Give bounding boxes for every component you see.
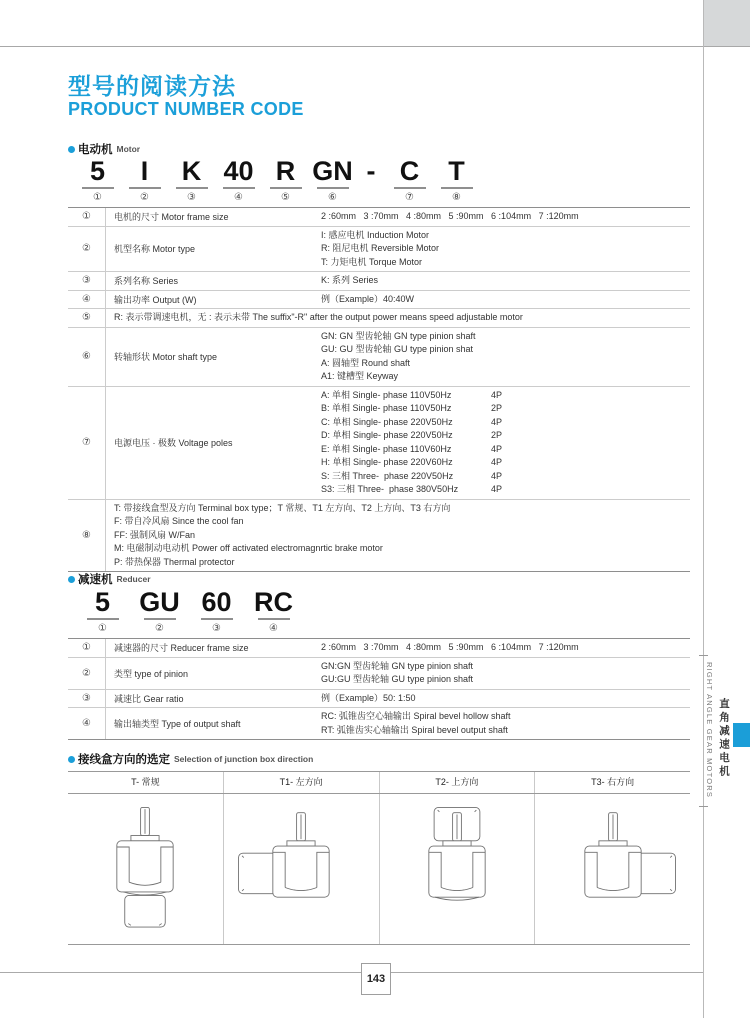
table-row: ⑥ 转轴形状 Motor shaft type GN: GN 型齿轮轴 GN type pinion shaft GU: GU 型齿轮轴 GU type pinion shat A: 圆轴型 Round shaft A1: 键槽型 Keyway xyxy=(68,328,690,387)
bullet-icon xyxy=(68,756,75,763)
junction-heading-zh: 接线盒方向的选定 xyxy=(78,754,170,766)
page-number: 143 xyxy=(361,963,391,995)
junction-direction-table xyxy=(68,771,690,945)
motor-section-heading xyxy=(68,141,140,157)
table-row: ② 机型名称 Motor type I: 感应电机 Induction Motor R: 阻尼电机 Reversible Motor T: 力矩电机 Torque Motor xyxy=(68,227,690,273)
bullet-icon xyxy=(68,576,75,583)
pole-value: 4P xyxy=(491,416,503,427)
page-title-en: PRODUCT NUMBER CODE xyxy=(68,99,304,119)
page-title-zh: 型号的阅读方法 xyxy=(68,73,236,99)
code-underline xyxy=(129,187,161,189)
pole-value: 2P xyxy=(491,403,503,413)
column-header: T2- 上方向 xyxy=(380,772,536,793)
right-page-border xyxy=(703,0,704,1018)
code-underline xyxy=(317,187,349,189)
table-row: ⑦ 电源电压 · 极数 Voltage poles A: 单相 Single- phase 110V50Hz 4P B: 单相 Single- phase 110V50Hz 2P C: 单相 Single- phase 220V50Hz 4P D: 单相 Single- phase 220V50Hz 2P E: 单相 Single- phase 110V60Hz 4P H: 单相 Single- phase 220V60Hz 4P S: 三相 Three- phase 220V50Hz 4P S3: 三相 Three- phase 380V50Hz 4P xyxy=(68,387,690,500)
code-underline xyxy=(270,187,302,189)
table-row: ⑧ T: 带接线盒型及方向 Terminal box type；T 常规、T1 左方向、T2 上方向、T3 右方向 F: 带自冷风扇 Since the cool fan FF: 强制风扇 W/Fan M: 电磁制动电动机 Power off activated electromagnrtic brake motor P: 带热保器 Thermal protector xyxy=(68,500,690,572)
code-slot: GU ② xyxy=(139,587,180,634)
motor-heading-en: Motor xyxy=(116,144,141,154)
code-underline xyxy=(223,187,255,189)
pole-value: 2P xyxy=(491,430,503,440)
pole-value: 4P xyxy=(491,389,503,400)
pole-value: 4P xyxy=(491,457,503,467)
reducer-heading-zh: 减速机 xyxy=(78,574,113,586)
table-row: ① 电机的尺寸 Motor frame size 2 :60mm 3 :70mm 4 :80mm 5 :90mm 6 :104mm 7 :120mm xyxy=(68,208,690,227)
code-slot: C ⑦ xyxy=(386,156,433,203)
code-slot: R ⑤ xyxy=(262,156,309,203)
motor-diagram-box-left xyxy=(224,794,380,944)
code-slot: 5 ① xyxy=(74,587,131,634)
code-underline xyxy=(258,618,290,620)
table-row: ② 类型 type of pinion GN:GN 型齿轮轴 GN type pinion shaft GU:GU 型齿轮轴 GU type pinion shaft xyxy=(68,658,690,690)
motor-model-code xyxy=(68,156,480,203)
code-slot-dash: - xyxy=(366,156,376,186)
code-slot: RC ④ xyxy=(254,587,293,634)
code-slot: 40 ④ xyxy=(223,156,254,203)
code-slot: T ⑧ xyxy=(433,156,480,203)
code-slot: 60 ③ xyxy=(201,587,232,634)
column-header: T1- 左方向 xyxy=(224,772,380,793)
code-underline xyxy=(441,187,473,189)
top-rule xyxy=(0,46,750,47)
bullet-icon xyxy=(68,146,75,153)
code-underline xyxy=(82,187,114,189)
motor-diagram-box-bottom xyxy=(68,794,224,944)
junction-section-heading xyxy=(68,751,313,767)
junction-table-header xyxy=(68,771,690,794)
sidebar-category-en: RIGHT ANGLE GEAR MOTORS xyxy=(705,662,714,799)
table-row: ③ 系列名称 Series K: 系列 Series xyxy=(68,272,690,291)
pole-value: 4P xyxy=(491,484,503,494)
code-underline xyxy=(394,187,426,189)
table-row: ① 减速器的尺寸 Reducer frame size 2 :60mm 3 :70mm 4 :80mm 5 :90mm 6 :104mm 7 :120mm xyxy=(68,639,690,658)
motor-heading-zh: 电动机 xyxy=(78,144,113,156)
table-row: ④ 输出轴类型 Type of output shaft RC: 弧锥齿空心轴输出 Spiral bevel hollow shaft RT: 弧锥齿实心轴输出 Spiral bevel output shaft xyxy=(68,708,690,739)
sidebar-index-tab xyxy=(733,723,750,747)
reducer-spec-table xyxy=(68,638,690,740)
footer-rule xyxy=(0,972,703,973)
corner-tab xyxy=(704,0,750,46)
motor-spec-table xyxy=(68,207,690,572)
table-row: ④ 输出功率 Output (W) 例（Example）40:40W xyxy=(68,291,690,310)
pole-value: 4P xyxy=(491,470,503,481)
code-underline xyxy=(176,187,208,189)
pole-value: 4P xyxy=(491,443,503,454)
reducer-section-heading xyxy=(68,571,151,587)
column-header: T3- 右方向 xyxy=(591,777,635,787)
motor-diagram-box-right xyxy=(535,794,690,944)
reducer-model-code xyxy=(68,587,302,634)
sidebar-category-zh: 直角减速电机 xyxy=(718,698,730,779)
table-row: ③ 减速比 Gear ratio 例（Example）50: 1:50 xyxy=(68,690,690,709)
junction-heading-en: Selection of junction box direction xyxy=(174,754,314,764)
code-slot: GN ⑥ xyxy=(312,156,353,203)
motor-diagram-box-top xyxy=(380,794,536,944)
table-row: ⑤ R: 表示带调速电机，无 : 表示未带 The suffix"-R" after the output power means speed adjustable motor xyxy=(68,309,690,328)
code-slot: K ③ xyxy=(168,156,215,203)
junction-table-body xyxy=(68,794,690,945)
column-header: T- 常规 xyxy=(68,772,224,793)
sidebar-tick xyxy=(699,655,708,656)
code-underline xyxy=(201,618,233,620)
code-underline xyxy=(144,618,176,620)
reducer-heading-en: Reducer xyxy=(116,574,151,584)
code-underline xyxy=(87,618,119,620)
code-slot: I ② xyxy=(121,156,168,203)
code-slot: 5 ① xyxy=(74,156,121,203)
